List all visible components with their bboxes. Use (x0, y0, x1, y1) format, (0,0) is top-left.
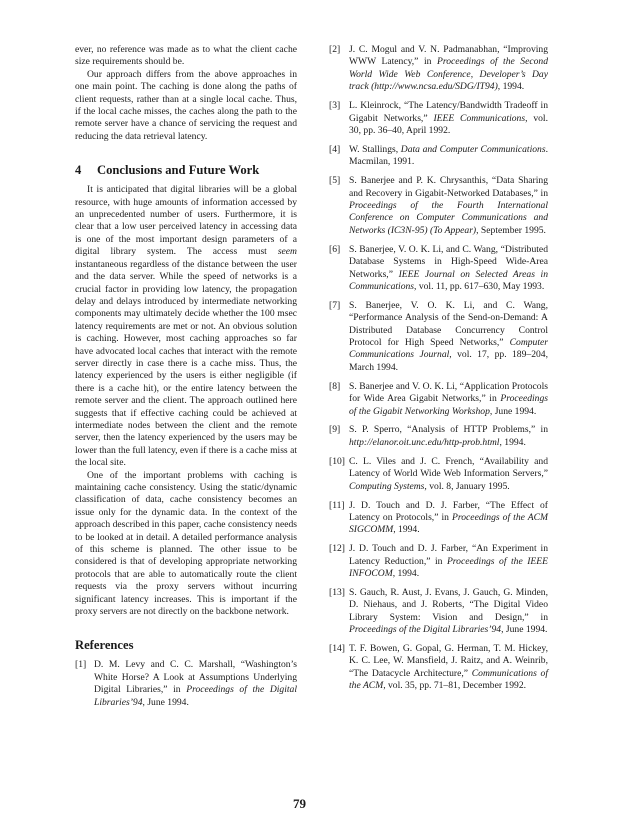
reference-venue: Computing Systems (349, 480, 425, 492)
reference-details: , vol. 11, pp. 617–630, May 1993. (414, 280, 545, 292)
conclusions-emphasis: seem (277, 246, 297, 258)
conclusions-text-a: It is anticipated that digital libraries will be a global resource, with huge amounts of information accessed by an unprecedented number of users. Furthermore, it is clear that a low user perceived latency in accessing data is one of the most important design parameters of a digital library system. The access must (75, 184, 297, 258)
reference-tag: [11] (329, 499, 345, 511)
reference-text: J. D. Touch and D. J. Farber, “The Effect of Latency on Protocols,” in (349, 499, 548, 523)
approach-paragraph: Our approach differs from the above approaches in one main point. The caching is done along the paths of client requests, rather than at a single local cache. Thus, if the local cache misses, the caches along the path to the remote server have a chance of servicing the request and reducing the data retrieval latency. (75, 68, 297, 142)
reference-text: S. P. Sperro, “Analysis of HTTP Problems,” in (349, 424, 548, 436)
reference-venue: Computer Communications Journal (349, 337, 548, 361)
reference-details: , June 1994. (501, 624, 548, 636)
reference-details: , 1994. (499, 436, 526, 448)
reference-item (329, 424, 548, 449)
reference-details: , September 1995. (476, 224, 546, 236)
page-number: 79 (293, 796, 306, 811)
reference-details: , vol. 8, January 1995. (424, 480, 510, 492)
references-heading: References (75, 638, 134, 653)
reference-tag: [6] (329, 243, 341, 255)
reference-tag: [5] (329, 175, 341, 187)
reference-tag: [12] (329, 543, 345, 555)
section-heading (75, 163, 297, 178)
reference-text: W. Stallings, (349, 143, 401, 155)
reference-details: , 1994. (392, 568, 420, 580)
reference-tag: [14] (329, 643, 345, 655)
reference-details: , vol. 30, pp. 36–40, April 1992. (349, 112, 548, 136)
reference-item (329, 543, 548, 580)
reference-details: , 1994. (393, 524, 420, 536)
reference-details: , 1994. (497, 81, 525, 93)
reference-venue: Proceedings of the Fourth International Conference on Computer Communications and Networks (IC3N-95) (To Appear) (349, 199, 548, 236)
reference-item (329, 144, 548, 169)
section-title: Conclusions and Future Work (97, 163, 260, 178)
reference-text: S. Banerjee, V. O. K. Li, and C. Wang, “Performance Analysis of the Send-on-Demand: A Distributed Database Concurrency Control Protocol for High Speed Networks,” (349, 299, 548, 349)
reference-venue: Data and Computer Communications (400, 143, 546, 155)
reference-venue: Proceedings of the Gigabit Networking Workshop (349, 393, 548, 417)
reference-text: T. F. Bowen, G. Gopal, G. Herman, T. M. Hickey, K. C. Lee, W. Mansfield, J. Raitz, and A. Weinrib, “The Datacycle Architecture,” (349, 643, 548, 679)
reference-venue: Communications of the ACM (349, 667, 548, 692)
reference-item (329, 244, 548, 294)
reference-item (329, 456, 548, 493)
reference-tag: [8] (329, 380, 341, 392)
continued-paragraph: ever, no reference was made as to what the client cache size requirements should be. (75, 44, 297, 68)
reference-venue: http://elanor.oit.unc.edu/http-prob.html (349, 436, 500, 448)
reference-item (329, 381, 548, 418)
reference-text: L. Kleinrock, “The Latency/Bandwidth Tradeoff in Gigabit Networks,” (349, 100, 548, 124)
reference-tag: [1] (75, 659, 87, 671)
reference-venue: Proceedings of the Digital Libraries’94 (349, 624, 502, 636)
reference-text: S. Banerjee and V. O. K. Li, “Application Protocols for Wide Area Gigabit Networks,” in (349, 380, 548, 405)
reference-text: S. Banerjee and P. K. Chrysanthis, “Data Sharing and Recovery in Gigabit-Networked Databases,” in (349, 175, 548, 199)
reference-item (329, 44, 548, 94)
reference-details: . Macmilan, 1991. (349, 143, 548, 168)
reference-venue: Proceedings of the IEEE INFOCOM (349, 555, 548, 580)
reference-item (75, 659, 297, 709)
right-column (329, 44, 548, 699)
reference-details: , June 1994. (489, 405, 537, 417)
left-column (75, 44, 297, 716)
reference-venue: Proceedings of the Second World Wide Web Conference, Developer’s Day track (http://www.ncsa.edu/SDG/IT94) (349, 56, 549, 93)
reference-text: J. D. Touch and D. J. Farber, “An Experiment in Latency Reduction,” in (349, 543, 548, 567)
reference-text: S. Gauch, R. Aust, J. Evans, J. Gauch, G. Minden, D. Niehaus, and J. Roberts, “The Digital Video Library System: Vision and Design,” in (349, 586, 548, 623)
reference-item (329, 500, 548, 537)
reference-tag: [3] (329, 100, 341, 112)
reference-tag: [10] (329, 455, 345, 467)
reference-venue: Proceedings of the ACM SIGCOMM (349, 511, 548, 536)
reference-tag: [13] (329, 586, 345, 598)
reference-tag: [7] (329, 299, 341, 311)
reference-details: , vol. 17, pp. 189–204, March 1994. (349, 349, 548, 373)
reference-text: C. L. Viles and J. C. French, “Availability and Latency of World Wide Web Information Servers,” (349, 455, 548, 480)
reference-item (329, 175, 548, 237)
reference-text: D. M. Levy and C. C. Marshall, “Washington’s White Horse? A Look at Assumptions Underlying Digital Libraries,” in (94, 659, 297, 696)
reference-text: S. Banerjee, V. O. K. Li, and C. Wang, “Distributed Database Systems in High-Speed Wide-Area Networks,” (349, 243, 548, 280)
reference-venue: IEEE Communications (433, 112, 526, 124)
reference-venue: Proceedings of the Digital Libraries’94 (94, 684, 297, 708)
future-work-paragraph: One of the important problems with caching is maintaining cache consistency. Using the static/dynamic classification of data, cache consistency becomes an issue only for the dynamic data. In the context of the approach described in this paper, cache consistency needs to be looked at in detail. A detailed performance analysis of this scheme is planned. The other issue to be considered is that of developing appropriate networking protocols that are able to automatically route the client requests via the proxy servers without incurring significant latency increases. This is important if the proxy servers are not directly on the backbone network. (75, 469, 297, 618)
reference-tag: [9] (329, 424, 341, 436)
reference-item (329, 643, 548, 693)
reference-details: , June 1994. (142, 696, 189, 708)
conclusions-paragraph (75, 184, 297, 469)
reference-details: , vol. 35, pp. 71–81, December 1992. (383, 680, 527, 692)
reference-item (329, 300, 548, 374)
reference-tag: [2] (329, 44, 341, 55)
reference-venue: IEEE Journal on Selected Areas in Communications (349, 268, 549, 292)
reference-text: J. C. Mogul and V. N. Padmanabhan, “Improving WWW Latency,” in (349, 44, 548, 68)
conclusions-text-b: instantaneous regardless of the distance between the user and the data server. While the speed of networks is a crucial factor in providing low latency, the propagation delay and delays introduced by intermediate networking components may ultimately decide whether the 100 msec latency requirements are met or not. An obvious solution is caching. However, most caching approaches so far have advocated local caches that interact with the remote server directly in case there is a cache miss. Thus, the latency experienced by the users is either negligible (if there is a cache hit), or the entire latency between the remote server and the client. The approach outlined here suggests that if effective caching could be achieved at intermediate nodes between the client and the remote server, then the latency experienced by the users may be lower than the full latency, even if there is a cache miss at the local site. (75, 258, 297, 469)
reference-item (329, 587, 548, 637)
reference-tag: [4] (329, 143, 341, 155)
section-number: 4 (75, 163, 82, 178)
reference-item (329, 100, 548, 137)
